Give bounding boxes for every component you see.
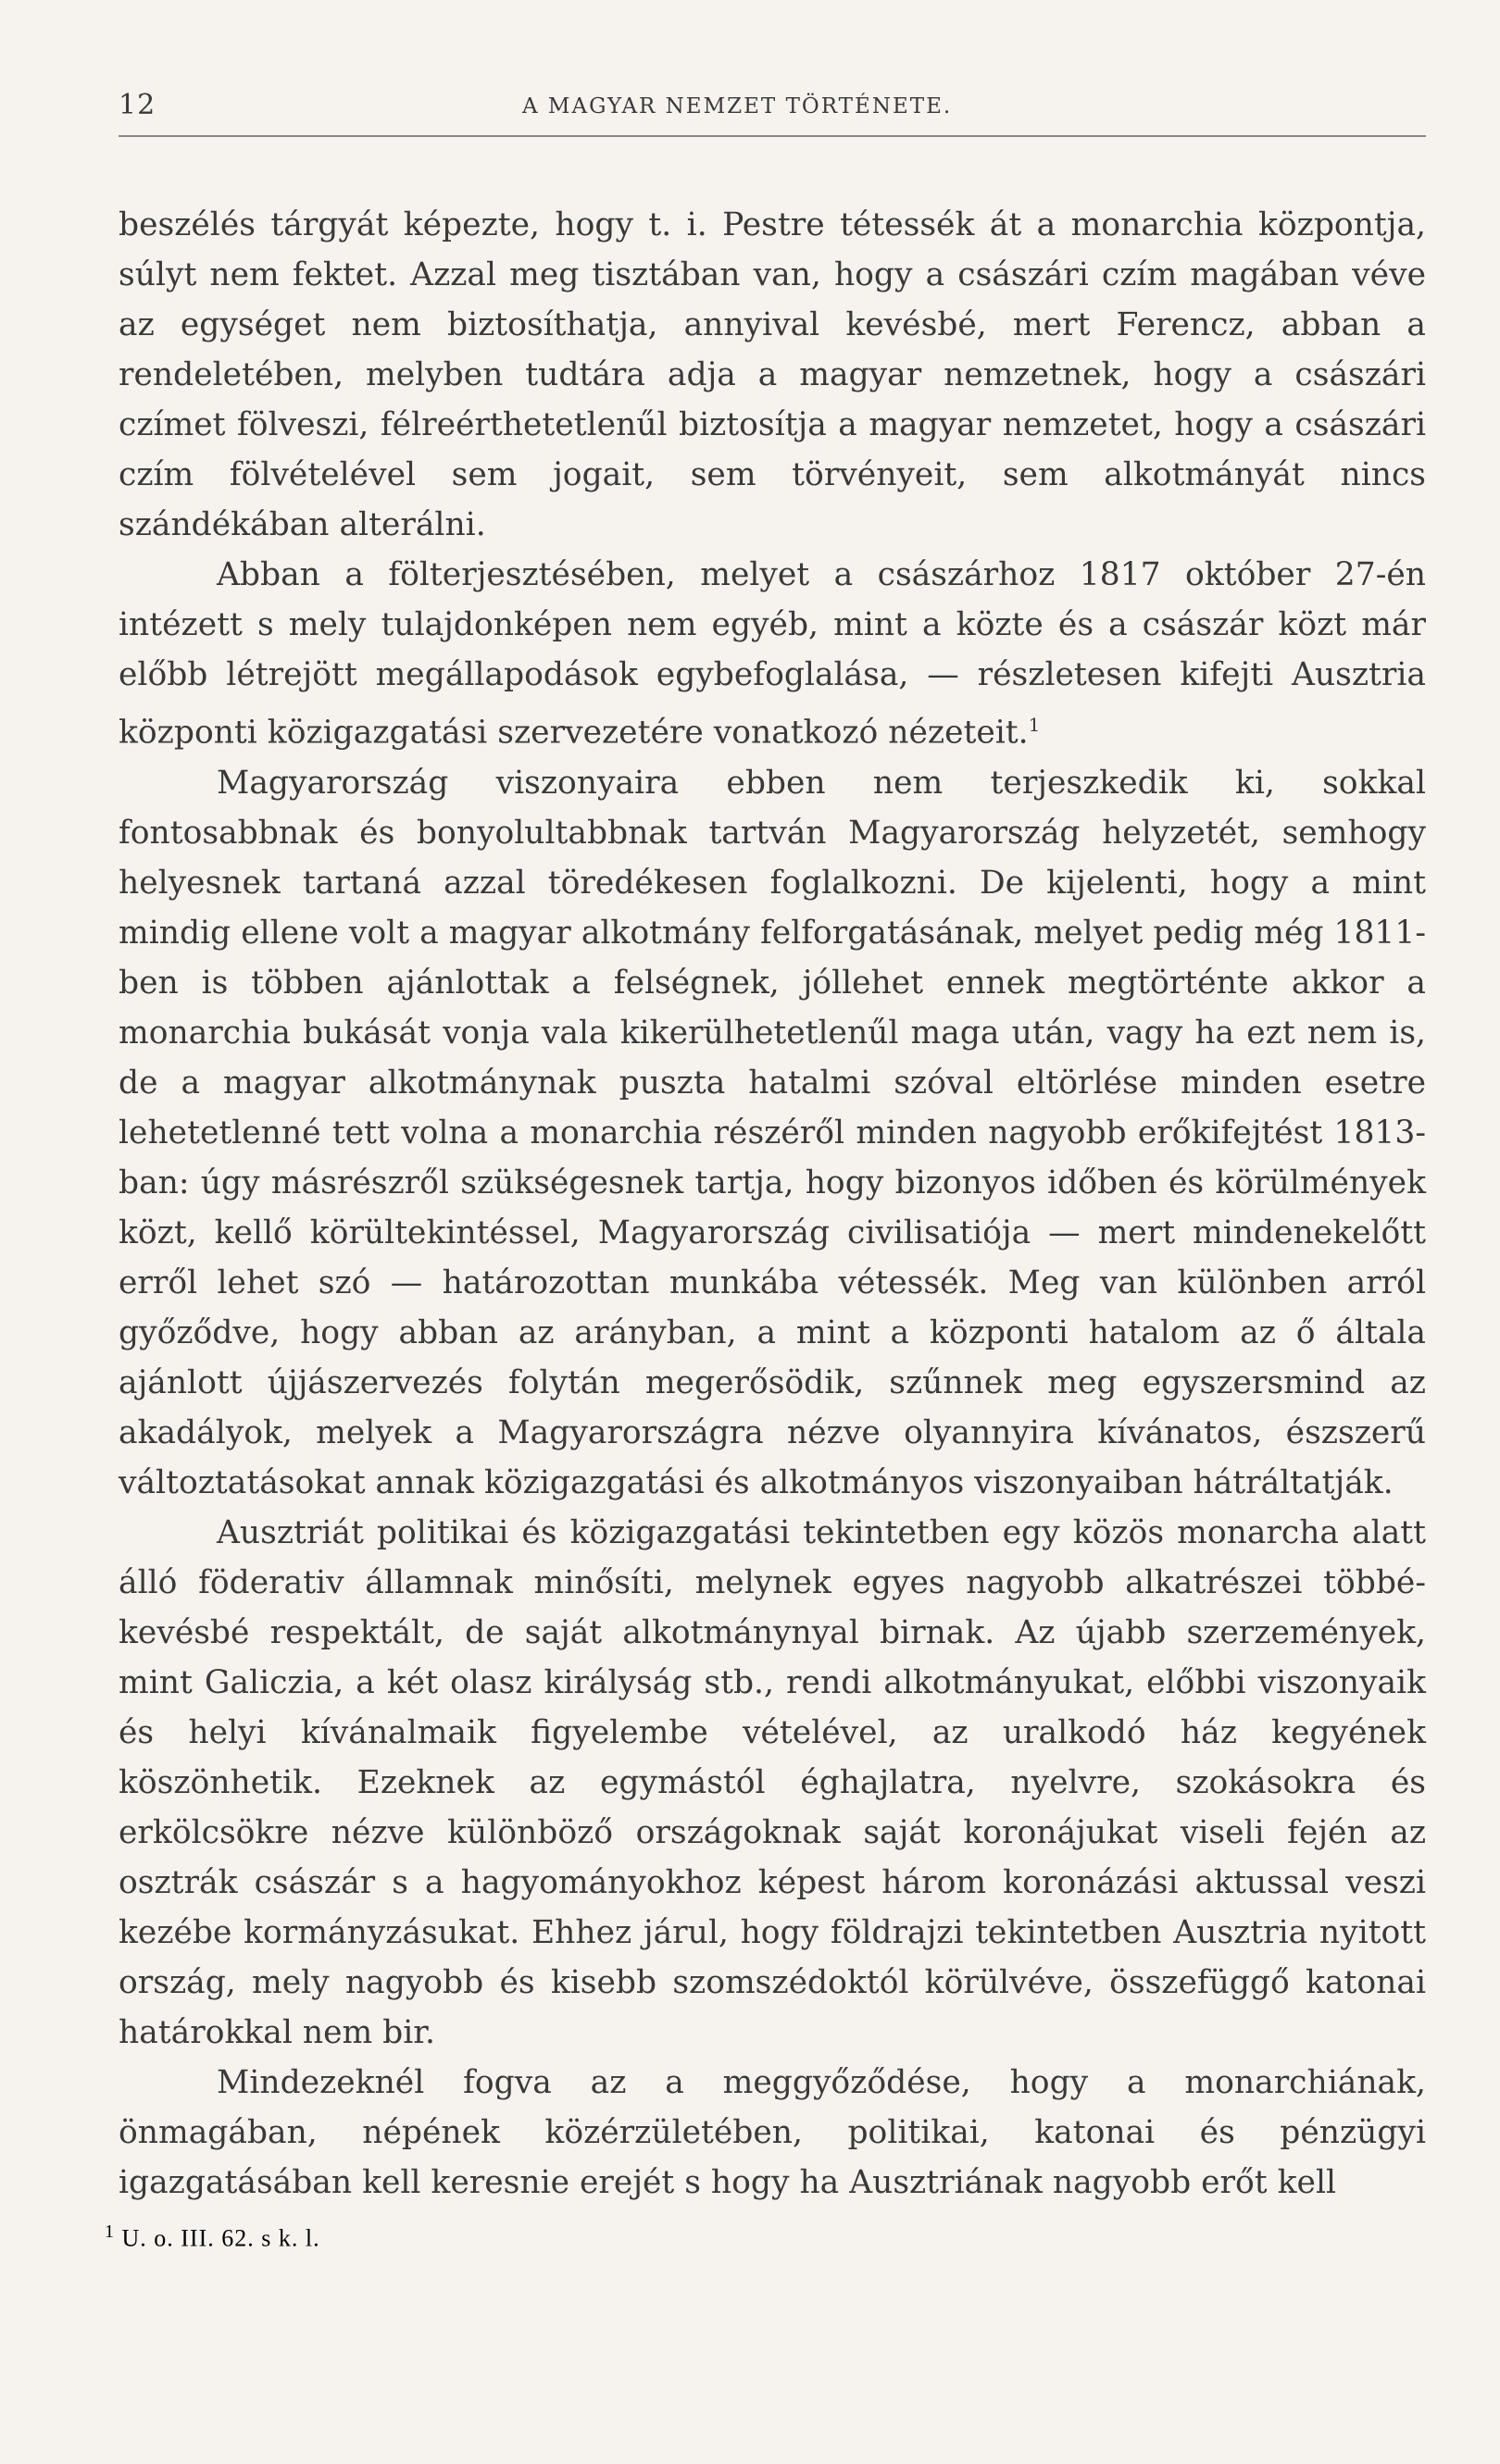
paragraph (119, 1508, 1426, 2058)
footnote-text: U. o. III. 62. s k. l. (121, 2224, 320, 2252)
page-body (119, 200, 1426, 2208)
page-number: 12 (119, 89, 156, 121)
paragraph-text: Magyarország viszonyaira ebben nem terjeszkedik ki, sokkal fontosabbnak és bonyolultabbnak tartván Magyarország helyzetét, semhogy helyesnek tartaná azzal töredékesen foglalkozni. De kijelenti, hogy a mint mindig ellene volt a magyar alkotmány felforgatásának, melyet pedig még 1811-ben is többen ajánlottak a felségnek, jóllehet ennek megtörténte akkor a monarchia bukását vonja vala kikerülhetetlenűl maga után, vagy ha ezt nem is, de a magyar alkotmánynak puszta hatalmi szóval eltörlése minden esetre lehetetlenné tett volna a monarchia részéről minden nagyobb erőkifejtést 1813-ban: úgy másrészről szükségesnek tartja, hogy bizonyos időben és körülmények közt, kellő körültekintéssel, Magyarország civilisatiója — mert mindenekelőtt erről lehet szó — határozottan munkába vétessék. Meg van különben arról győződve, hogy abban az arányban, a mint a központi hatalom az ő általa ajánlott újjászervezés folytán megerősödik, szűnnek meg egyszersmind az akadályok, melyek a Magyarországra nézve olyannyira kívánatos, észszerű változtatásokat annak közigazgatási és alkotmányos viszonyaiban hátráltatják. (119, 764, 1426, 1501)
paragraph-text: beszélés tárgyát képezte, hogy t. i. Pestre tétessék át a monarchia központja, súlyt nem fektet. Azzal meg tisztában van, hogy a császári czím magában véve az egységet nem biztosíthatja, annyival kevésbé, mert Ferencz, abban a rendeletében, melyben tudtára adja a magyar nemzetnek, hogy a császári czímet fölveszi, félreérthetetlenűl biztosítja a magyar nemzetet, hogy a császári czím fölvételével sem jogait, sem törvényeit, sem alkotmányát nincs szándékában alterálni. (119, 206, 1426, 543)
footnote (105, 2221, 320, 2253)
paragraph-text: Abban a fölterjesztésében, melyet a császárhoz 1817 október 27-én intézett s mely tulajdonképen nem egyéb, mint a közte és a császár közt már előbb létrejött megállapodások egybefoglalása, — részletesen kifejti Ausztria központi közigazgatási szervezetére vonatkozó nézeteit. (119, 556, 1426, 752)
paragraph (119, 2058, 1426, 2208)
running-title: A MAGYAR NEMZET TÖRTÉNETE. (522, 94, 953, 118)
paragraph-text: Mindezeknél fogva az a meggyőződése, hogy a monarchiának, önmagában, népének közérzületében, politikai, katonai és pénzügyi igazgatásában kell keresnie erejét s hogy ha Ausztriának nagyobb erőt kell (119, 2063, 1426, 2201)
paragraph (119, 200, 1426, 550)
paragraph (119, 550, 1426, 758)
paragraph (119, 758, 1426, 1508)
book-page (119, 89, 1426, 2201)
footnote-reference: 1 (1028, 714, 1041, 736)
page-header (119, 89, 1426, 137)
footnote-mark: 1 (105, 2221, 115, 2242)
paragraph-text: Ausztriát politikai és közigazgatási tekintetben egy közös monarcha alatt álló föderativ államnak minősíti, melynek egyes nagyobb alkatrészei többé-kevésbé respektált, de saját alkotmánynyal birnak. Az újabb szerzemények, mint Galiczia, a két olasz királyság stb., rendi alkotmányukat, előbbi viszonyaik és helyi kívánalmaik figyelembe vételével, az uralkodó ház kegyének köszönhetik. Ezeknek az egymástól éghajlatra, nyelvre, szokásokra és erkölcsökre nézve különböző országoknak saját koronájukat viseli fején az osztrák császár s a hagyományokhoz képest három koronázási aktussal veszi kezébe kormányzásukat. Ehhez járul, hogy földrajzi tekintetben Ausztria nyitott ország, mely nagyobb és kisebb szomszédoktól körülvéve, összefüggő katonai határokkal nem bir. (119, 1513, 1426, 2051)
